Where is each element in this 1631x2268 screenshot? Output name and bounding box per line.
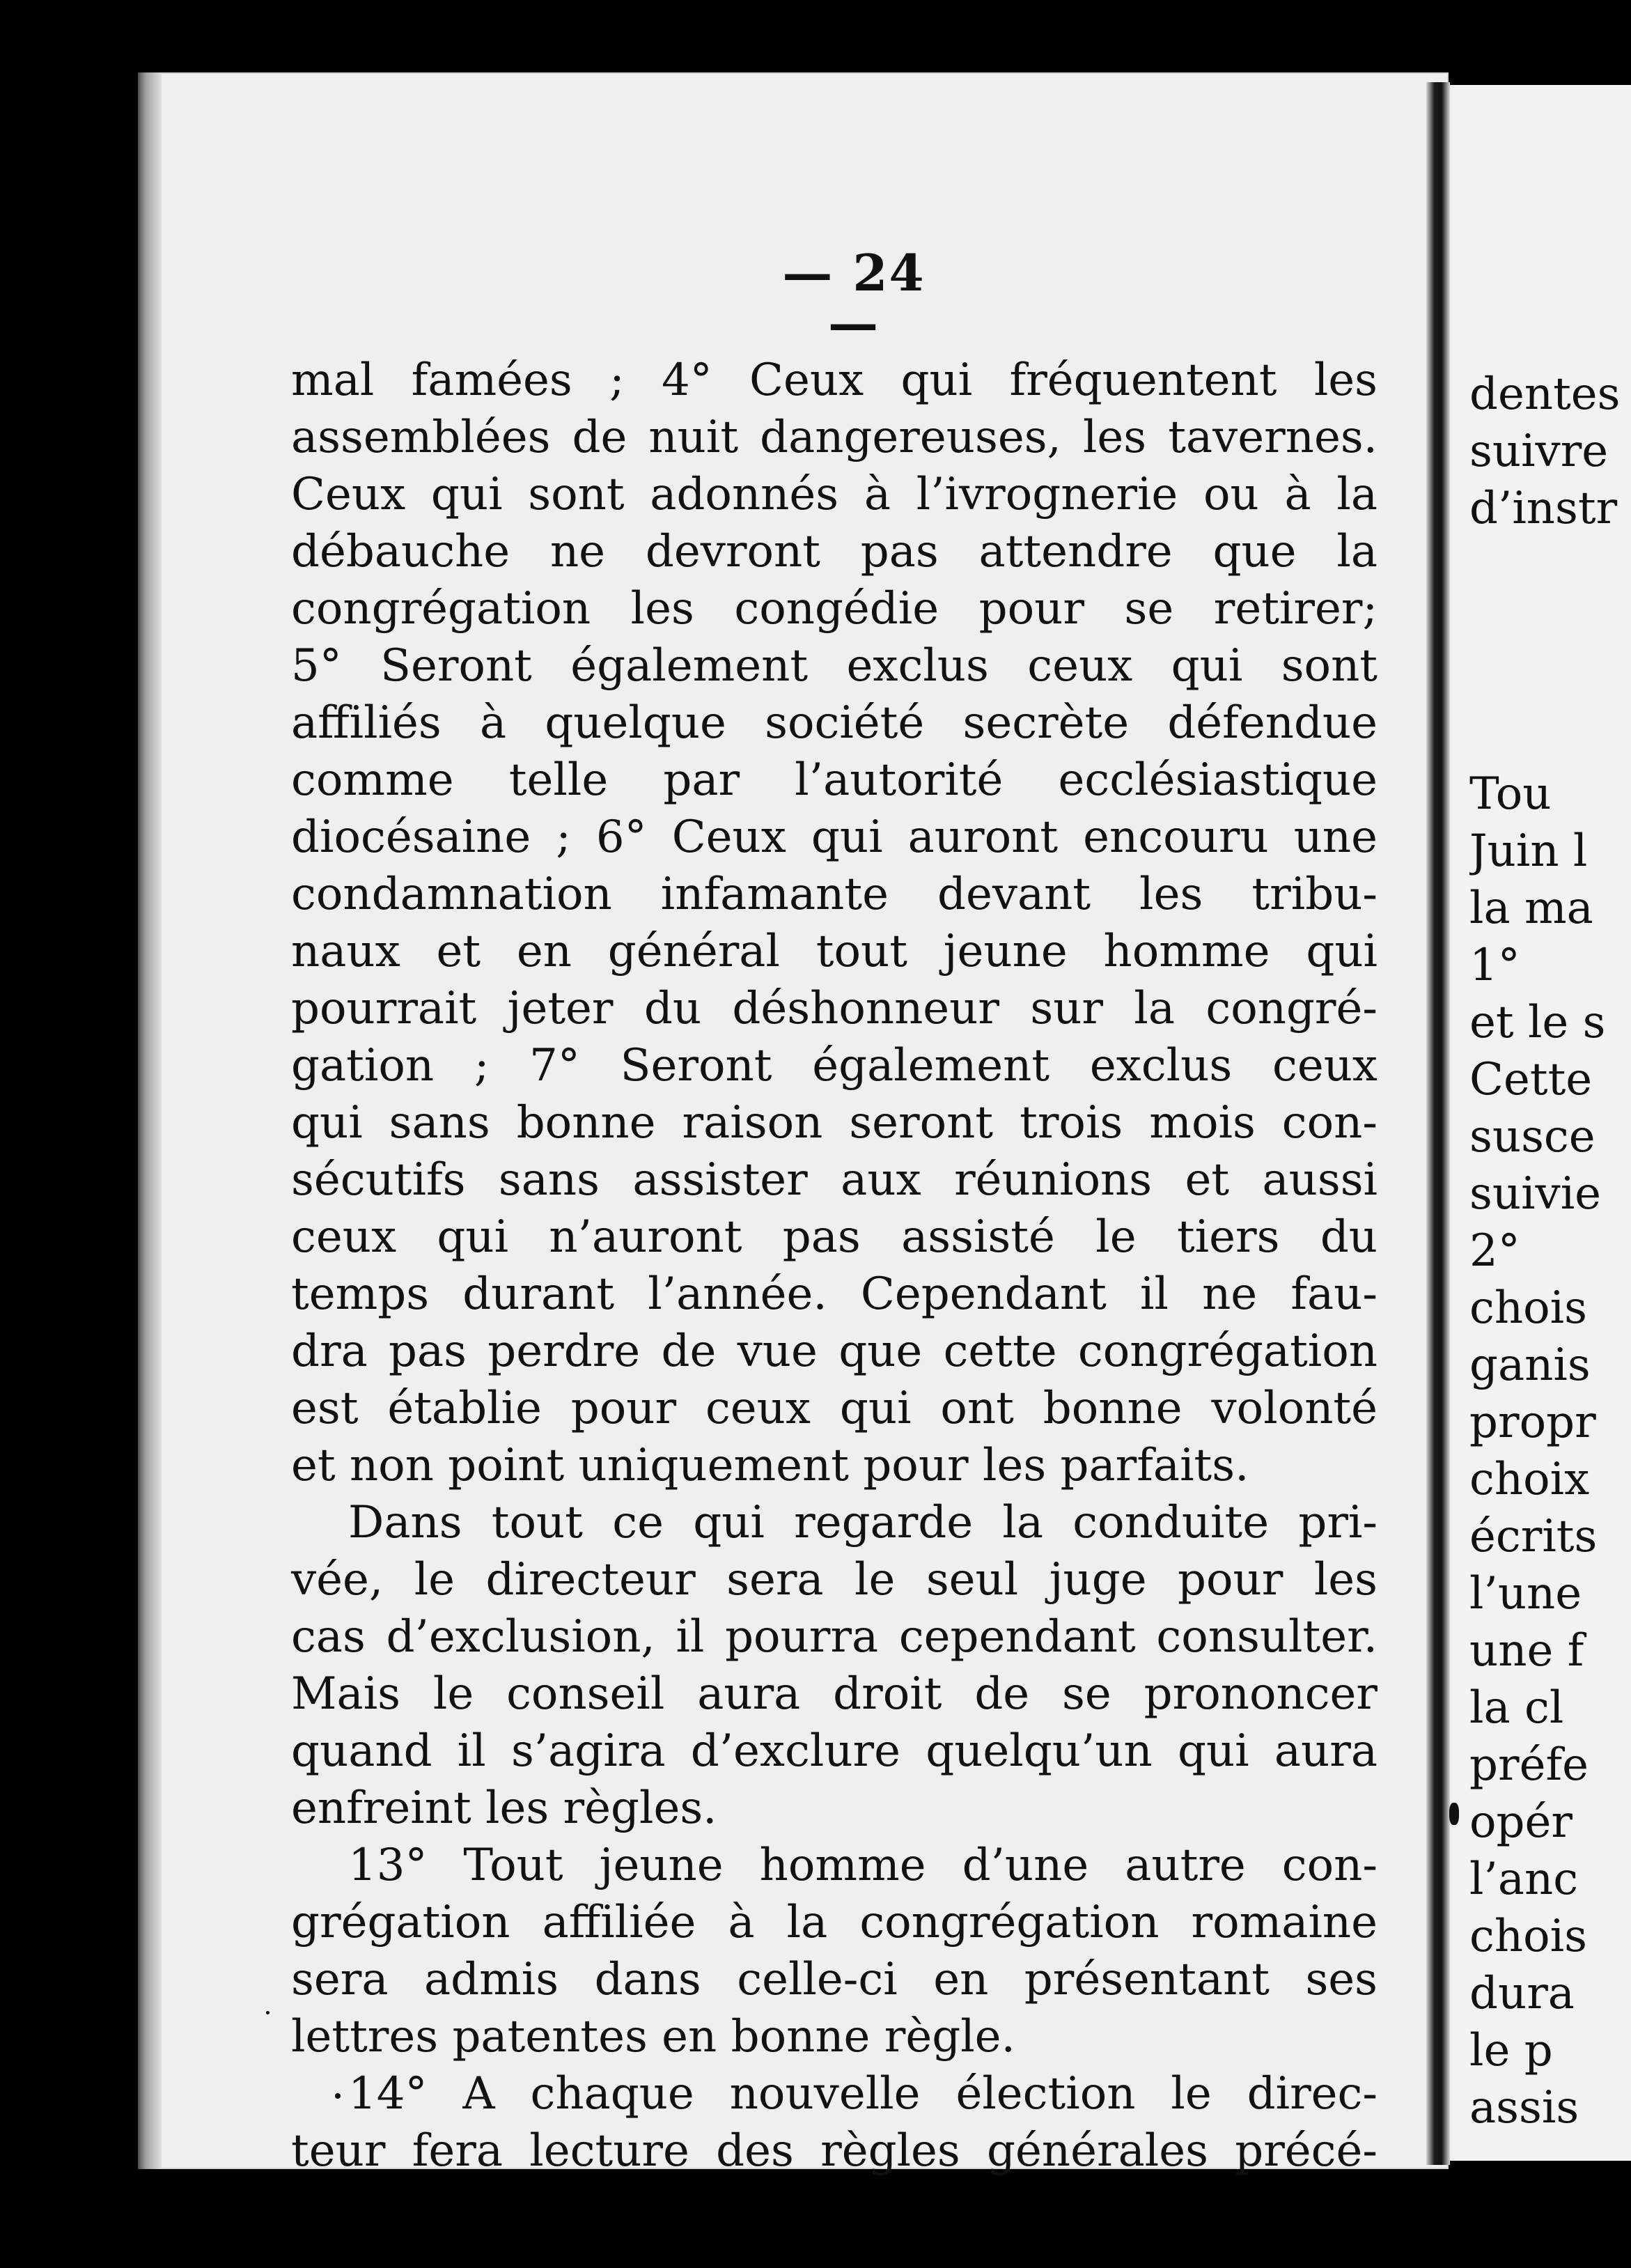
scan-dust-mark	[335, 2093, 341, 2099]
text-fragment: et le s	[1469, 997, 1606, 1048]
blank-line	[1469, 708, 1631, 766]
text-line: grégation affiliée à la congrégation romaine	[291, 1897, 1378, 1948]
text-fragment: 1°	[1469, 940, 1520, 991]
text-fragment: le p	[1469, 2025, 1553, 2076]
scan-binding-mark	[1449, 1803, 1459, 1825]
scan-dust-mark	[266, 2011, 270, 2014]
text-line: diocésaine ; 6° Ceux qui auront encouru une	[291, 811, 1378, 863]
text-line: dra pas perdre de vue que cette congrégation	[291, 1326, 1378, 1377]
text-line: sera admis dans celle-ci en présentant ses	[291, 1954, 1378, 2005]
text-line: comme telle par l’autorité ecclésiastique	[291, 754, 1378, 806]
text-fragment: l’une	[1469, 1568, 1582, 1620]
text-fragment: Tou	[1469, 768, 1552, 820]
text-fragment: dura	[1469, 1968, 1575, 2019]
text-fragment: l’anc	[1469, 1854, 1579, 1905]
text-line: Ceux qui sont adonnés à l’ivrognerie ou à la	[291, 469, 1378, 520]
text-fragment: propr	[1469, 1397, 1596, 1448]
text-fragment: la ma	[1469, 883, 1593, 934]
right-page-cropped-text	[1469, 366, 1631, 2136]
text-fragment: chois	[1469, 1282, 1587, 1334]
text-line: enfreint les règles.	[291, 1782, 717, 1834]
page-gutter	[1426, 82, 1450, 2165]
page-number: — 24 —	[782, 243, 926, 352]
text-line: 14° A chaque nouvelle élection le direc-	[348, 2068, 1378, 2120]
text-line: et non point uniquement pour les parfaits.	[291, 1440, 1249, 1491]
text-fragment: suivie	[1469, 1168, 1602, 1220]
text-line: est établie pour ceux qui ont bonne volonté	[291, 1383, 1378, 1434]
text-fragment: choix	[1469, 1454, 1590, 1505]
text-fragment: dentes	[1469, 368, 1621, 420]
text-line: temps durant l’année. Cependant il ne fau-	[291, 1268, 1378, 1320]
blank-line	[1469, 594, 1631, 651]
text-line: affiliés à quelque société secrète défendue	[291, 697, 1378, 749]
text-line: lettres patentes en bonne règle.	[291, 2011, 1015, 2063]
text-line: qui sans bonne raison seront trois mois con-	[291, 1097, 1378, 1149]
text-line: teur fera lecture des règles générales précé-	[291, 2125, 1378, 2177]
text-fragment: chois	[1469, 1911, 1587, 1962]
text-line: sécutifs sans assister aux réunions et aussi	[291, 1154, 1378, 1206]
text-fragment: une f	[1469, 1625, 1584, 1677]
text-line: vée, le directeur sera le seul juge pour les	[291, 1554, 1378, 1606]
text-line: Mais le conseil aura droit de se prononcer	[291, 1668, 1378, 1720]
text-line: 5° Seront également exclus ceux qui sont	[291, 640, 1378, 692]
text-fragment: Cette	[1469, 1054, 1593, 1105]
text-line: Dans tout ce qui regarde la conduite pri-	[348, 1497, 1378, 1548]
text-fragment: ganis	[1469, 1339, 1591, 1391]
text-line: assemblées de nuit dangereuses, les tavernes.	[291, 412, 1378, 463]
text-fragment: opér	[1469, 1796, 1573, 1848]
text-line: débauche ne devront pas attendre que la	[291, 526, 1378, 577]
text-line: ceux qui n’auront pas assisté le tiers du	[291, 1211, 1378, 1263]
text-line: pourrait jeter du déshonneur sur la congré-	[291, 983, 1378, 1034]
text-fragment: Juin l	[1469, 825, 1588, 877]
text-fragment: préfe	[1469, 1739, 1589, 1791]
text-line: congrégation les congédie pour se retirer;	[291, 583, 1378, 635]
text-line: mal famées ; 4° Ceux qui fréquentent les	[291, 355, 1378, 406]
text-fragment: écrits	[1469, 1511, 1598, 1562]
text-line: condamnation infamante devant les tribu-	[291, 869, 1378, 920]
text-fragment: suivre	[1469, 426, 1609, 477]
left-page-body-text	[291, 352, 1378, 2180]
text-fragment: la cl	[1469, 1682, 1564, 1734]
text-fragment: assis	[1469, 2082, 1579, 2134]
text-line: quand il s’agira d’exclure quelqu’un qui aura	[291, 1725, 1378, 1777]
blank-line	[1469, 651, 1631, 708]
text-fragment: 2°	[1469, 1225, 1520, 1277]
text-fragment: d’instr	[1469, 483, 1618, 534]
blank-line	[1469, 537, 1631, 594]
text-line: cas d’exclusion, il pourra cependant consulter.	[291, 1611, 1378, 1663]
text-fragment: susce	[1469, 1111, 1595, 1163]
text-line: naux et en général tout jeune homme qui	[291, 926, 1378, 977]
text-line: 13° Tout jeune homme d’une autre con-	[348, 1840, 1378, 1891]
text-line: gation ; 7° Seront également exclus ceux	[291, 1040, 1378, 1092]
